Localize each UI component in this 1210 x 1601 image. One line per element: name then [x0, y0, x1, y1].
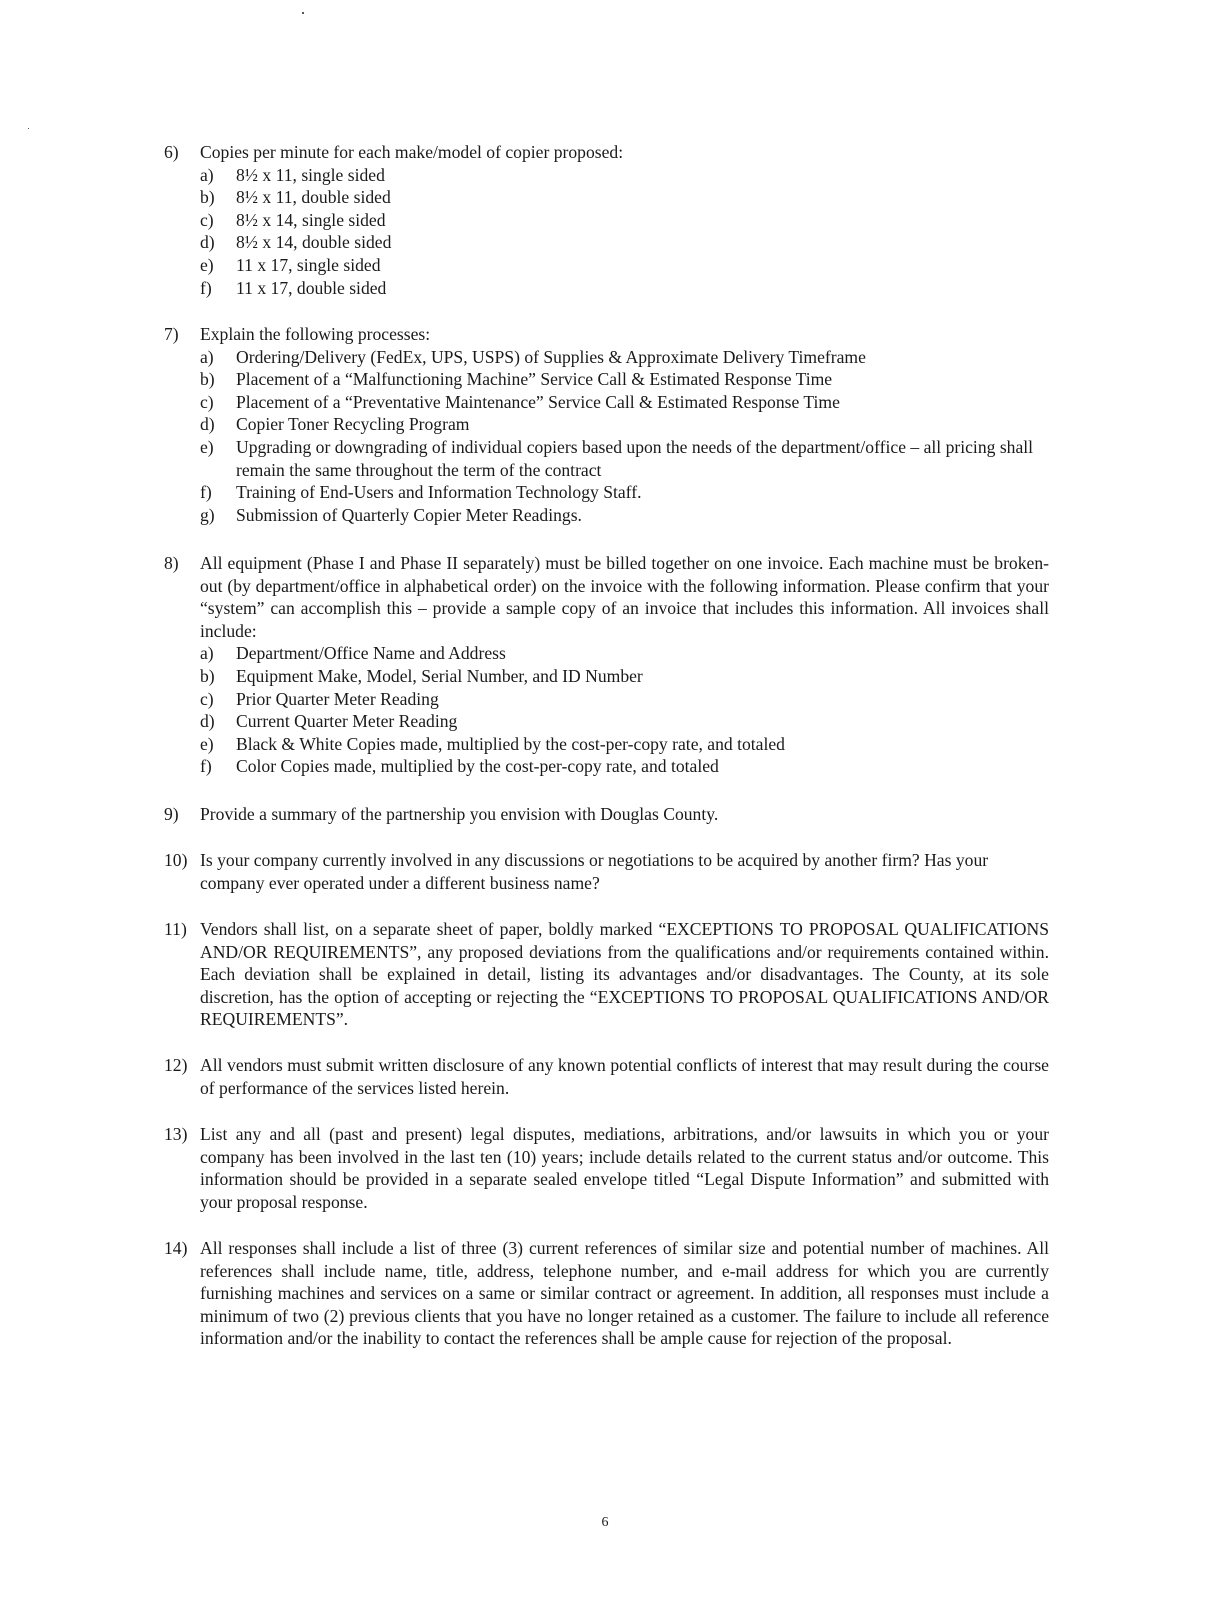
sub-item: [200, 710, 1049, 733]
sub-item-text: Color Copies made, multiplied by the cost-per-copy rate, and totaled: [236, 756, 719, 777]
sub-item: [200, 231, 1049, 254]
item-number: 10): [164, 850, 188, 870]
item-number: 7): [164, 324, 179, 344]
item-text: Explain the following processes:: [200, 324, 431, 344]
sub-item-text: 11 x 17, single sided: [236, 254, 381, 275]
sub-item: [200, 688, 1049, 711]
sub-item-label: d): [200, 711, 215, 732]
item-text: Copies per minute for each make/model of copier proposed:: [200, 142, 624, 162]
page-number: 6: [601, 1515, 609, 1530]
sub-item: [200, 186, 1049, 209]
sub-item-label: g): [200, 504, 215, 525]
sub-item: [200, 642, 1049, 665]
sub-item-label: e): [200, 254, 214, 275]
item-number: 6): [164, 142, 179, 162]
sub-item-label: e): [200, 436, 214, 457]
sub-item-text: Copier Toner Recycling Program: [236, 414, 470, 435]
item-number: 8): [164, 553, 179, 573]
sub-item: [200, 413, 1049, 436]
sub-item: [200, 733, 1049, 756]
sub-list: [200, 642, 1049, 778]
sub-item-text: 8½ x 11, double sided: [236, 187, 391, 208]
sub-item-text: Current Quarter Meter Reading: [236, 711, 458, 732]
sub-item-label: f): [200, 756, 212, 777]
list-item-7: [164, 323, 1049, 526]
sub-item-text: Black & White Copies made, multiplied by the cost-per-copy rate, and totaled: [236, 733, 785, 754]
sub-item-label: b): [200, 187, 215, 208]
list-item-13: [164, 1123, 1049, 1213]
sub-item: [200, 665, 1049, 688]
list-item-11: [164, 918, 1049, 1031]
item-text: All equipment (Phase I and Phase II separately) must be billed together on one invoice. Each machine must be broken-out (by department/office in alphabetical order) on the invoice with the following information. Please confirm that your “system” can accomplish this – provide a sample copy of an invoice that includes this information. All invoices shall include:: [200, 553, 1049, 641]
sub-item-label: a): [200, 164, 214, 185]
sub-item-text: Submission of Quarterly Copier Meter Readings.: [236, 504, 582, 525]
sub-item-text: 11 x 17, double sided: [236, 277, 387, 298]
sub-item-text: Placement of a “Preventative Maintenance” Service Call & Estimated Response Time: [236, 391, 840, 412]
sub-item-text: Ordering/Delivery (FedEx, UPS, USPS) of Supplies & Approximate Delivery Timeframe: [236, 346, 866, 367]
sub-item-label: d): [200, 414, 215, 435]
item-text: Is your company currently involved in any discussions or negotiations to be acquired by another firm? Has your company ever operated under a different business name?: [200, 850, 989, 893]
item-text: Vendors shall list, on a separate sheet of paper, boldly marked “EXCEPTIONS TO PROPOSAL QUALIFICATIONS AND/OR REQUIREMENTS”, any proposed deviations from the qualifications and/or requirements contained within. Each deviation shall be explained in detail, listing its advantages and/or disadvantages. The County, at its sole discretion, has the option of accepting or rejecting the “EXCEPTIONS TO PROPOSAL QUALIFICATIONS AND/OR REQUIREMENTS”.: [200, 919, 1049, 1030]
sub-item: [200, 254, 1049, 277]
sub-item-text: Upgrading or downgrading of individual copiers based upon the needs of the department/office – all pricing shall remain the same throughout the term of the contract: [236, 436, 1034, 480]
item-number: 13): [164, 1124, 188, 1144]
list-item-9: [164, 803, 1049, 826]
scan-speck: [28, 128, 29, 129]
sub-item-text: Placement of a “Malfunctioning Machine” Service Call & Estimated Response Time: [236, 369, 833, 390]
sub-item: [200, 504, 1049, 527]
item-number: 11): [164, 919, 187, 939]
list-item-10: [164, 849, 1049, 894]
list-item-8: [164, 552, 1049, 778]
sub-item-text: Department/Office Name and Address: [236, 643, 506, 664]
sub-item-label: d): [200, 232, 215, 253]
item-text: All vendors must submit written disclosure of any known potential conflicts of interest that may result during the course of performance of the services listed herein.: [200, 1055, 1049, 1098]
scan-speck: [302, 12, 304, 14]
sub-item: [200, 368, 1049, 391]
sub-item: [200, 755, 1049, 778]
sub-item-label: c): [200, 391, 214, 412]
sub-item-label: e): [200, 733, 214, 754]
sub-item-text: 8½ x 14, single sided: [236, 209, 386, 230]
sub-list: [200, 346, 1049, 527]
sub-item-label: a): [200, 346, 214, 367]
item-number: 9): [164, 804, 179, 824]
sub-item-label: f): [200, 277, 212, 298]
sub-item-text: Equipment Make, Model, Serial Number, and ID Number: [236, 665, 643, 686]
sub-item: [200, 346, 1049, 369]
sub-item-text: Prior Quarter Meter Reading: [236, 688, 439, 709]
sub-list: [200, 164, 1049, 300]
item-text: Provide a summary of the partnership you envision with Douglas County.: [200, 804, 719, 824]
sub-item: [200, 391, 1049, 414]
sub-item-label: a): [200, 643, 214, 664]
sub-item: [200, 436, 1049, 481]
sub-item-text: Training of End-Users and Information Technology Staff.: [236, 482, 642, 503]
item-number: 12): [164, 1055, 188, 1075]
sub-item-label: c): [200, 688, 214, 709]
sub-item: [200, 209, 1049, 232]
sub-item-label: b): [200, 369, 215, 390]
list-item-6: [164, 141, 1049, 299]
list-item-14: [164, 1237, 1049, 1350]
sub-item-label: c): [200, 209, 214, 230]
sub-item-text: 8½ x 14, double sided: [236, 232, 392, 253]
sub-item-label: f): [200, 482, 212, 503]
list-item-12: [164, 1054, 1049, 1099]
item-text: List any and all (past and present) legal disputes, mediations, arbitrations, and/or lawsuits in which you or your company has been involved in the last ten (10) years; include details related to the current status and/or outcome. This information should be provided in a separate sealed envelope titled “Legal Dispute Information” and submitted with your proposal response.: [200, 1124, 1049, 1212]
sub-item: [200, 277, 1049, 300]
sub-item: [200, 481, 1049, 504]
item-number: 14): [164, 1238, 188, 1258]
sub-item: [200, 164, 1049, 187]
sub-item-label: b): [200, 665, 215, 686]
sub-item-text: 8½ x 11, single sided: [236, 164, 385, 185]
item-text: All responses shall include a list of three (3) current references of similar size and potential number of machines. All references shall include name, title, address, telephone number, and e-mail address for which you are currently furnishing machines and services on a same or similar contract or agreement. In addition, all responses must include a minimum of two (2) previous clients that you have no longer retained as a customer. The failure to include all reference information and/or the inability to contact the references shall be ample cause for rejection of the proposal.: [200, 1238, 1049, 1349]
